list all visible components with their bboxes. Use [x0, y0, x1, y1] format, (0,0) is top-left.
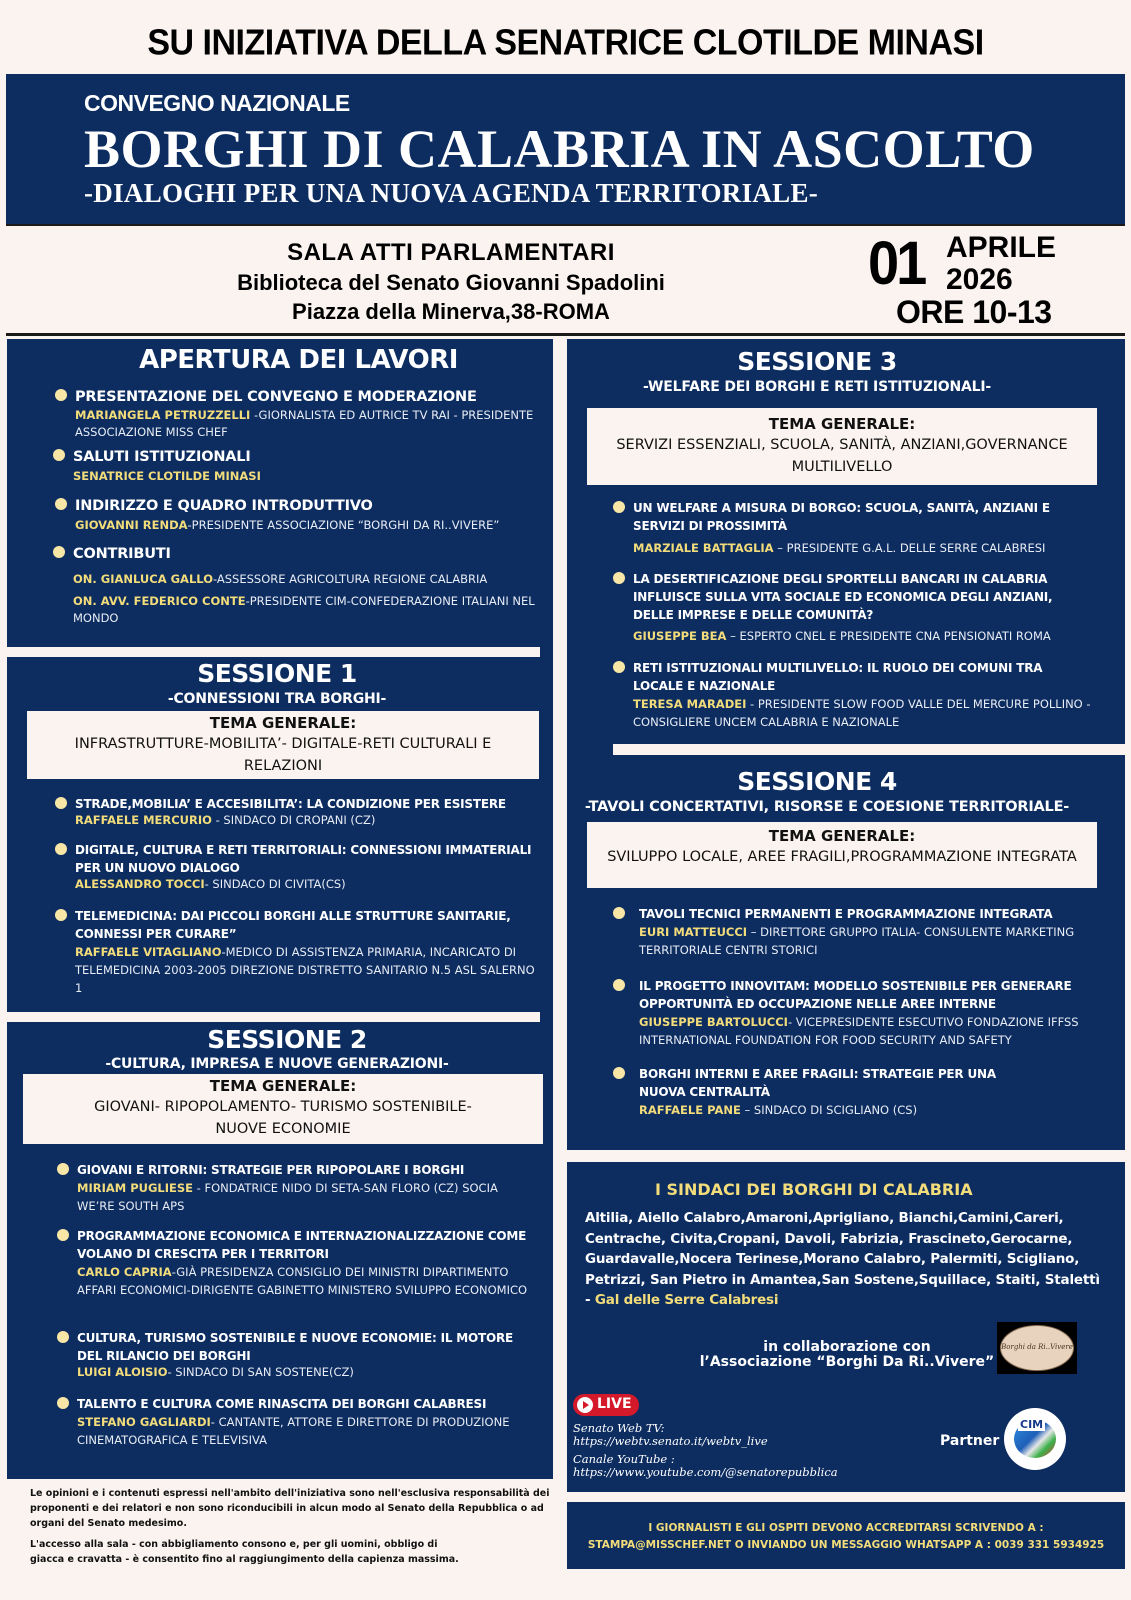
item-title: SALUTI ISTITUZIONALI [73, 449, 251, 465]
sindaci-list [585, 1208, 1105, 1311]
tema-text: GIOVANI- RIPOPOLAMENTO- TURISMO SOSTENIBILE- NUOVE ECONOMIE [94, 1099, 472, 1137]
partner-label: Partner [940, 1433, 1000, 1449]
session-2-tema-box [23, 1074, 543, 1144]
speaker-role: – SINDACO DI SCIGLIANO (CS) [740, 1103, 918, 1117]
bullet-icon [613, 907, 625, 919]
session-item [55, 841, 535, 892]
cim-logo-text: CIM [1020, 1418, 1044, 1431]
bullet-icon [55, 797, 67, 809]
session-item [57, 1161, 537, 1215]
item-title: CULTURA, TURISMO SOSTENIBILE E NUOVE ECONOMIE: IL MOTORE DEL RILANCIO DEI BORGHI [77, 1331, 514, 1363]
bullet-icon [57, 1397, 69, 1409]
initiative-line: SU INIZIATIVA DELLA SENATRICE CLOTILDE MINASI [147, 23, 984, 63]
session-3-panel [567, 339, 1125, 744]
webtv-link[interactable]: https://webtv.senato.it/webtv_live [573, 1434, 768, 1448]
bullet-icon [57, 1163, 69, 1175]
tema-label: TEMA GENERALE: [768, 827, 916, 845]
session-3-tema-box [587, 408, 1097, 485]
gal-prefix: - [585, 1292, 595, 1308]
session-item [57, 1227, 547, 1299]
speaker-name: RAFFAELE VITAGLIANO [75, 945, 222, 959]
speaker-name: GIUSEPPE BEA [633, 629, 727, 643]
speaker-name: MARZIALE BATTAGLIA [633, 541, 774, 555]
bullet-icon [613, 501, 625, 513]
bullet-icon [55, 498, 67, 510]
cim-logo [1004, 1408, 1066, 1470]
tema-label: TEMA GENERALE: [209, 1077, 357, 1095]
date-month: APRILE [946, 231, 1057, 264]
item-title: GIOVANI E RITORNI: STRATEGIE PER RIPOPOLARE I BORGHI [77, 1163, 465, 1177]
speaker-role: - SINDACO DI CROPANI (CZ) [211, 813, 376, 827]
tema-label: TEMA GENERALE: [209, 714, 357, 732]
item-title: TELEMEDICINA: DAI PICCOLI BORGHI ALLE STRUTTURE SANITARIE, CONNESSI PER CURARE” [75, 909, 511, 941]
venue-address: Piazza della Minerva,38-ROMA [292, 299, 610, 324]
youtube-link[interactable]: https://www.youtube.com/@senatorepubblica [573, 1465, 838, 1479]
collaboration-line-2: l’Associazione “Borghi Da Ri..Vivere” [699, 1354, 995, 1370]
speaker-role: -PRESIDENTE ASSOCIAZIONE “BORGHI DA RI..VIVERE” [187, 518, 500, 532]
session-item [55, 795, 535, 828]
live-badge [573, 1394, 639, 1416]
speaker-role: – PRESIDENTE G.A.L. DELLE SERRE CALABRESI [773, 541, 1046, 555]
item-title: INDIRIZZO E QUADRO INTRODUTTIVO [75, 498, 373, 514]
session-item [613, 659, 1113, 731]
speaker-name: RAFFAELE MERCURIO [75, 813, 212, 827]
disclaimer-opinions: Le opinioni e i contenuti espressi nell'ambito dell'iniziativa sono nell'esclusiva responsabilità dei proponenti e dei relatori e non sono riconducibili in alcun modo al Senato della Repubblica o ad organi del Senato medesimo. [30, 1488, 550, 1529]
venue-strip [6, 228, 1125, 336]
accreditation-line-1: I GIORNALISTI E GLI OSPITI DEVONO ACCREDITARSI SCRIVENDO A : [648, 1522, 1044, 1534]
borghi-logo-text: Borghi da Ri..Vivere [1000, 1325, 1074, 1371]
sindaci-title: I SINDACI DEI BORGHI DI CALABRIA [655, 1180, 973, 1199]
item-title: DIGITALE, CULTURA E RETI TERRITORIALI: CONNESSIONI IMMATERIALI PER UN NUOVO DIALOGO [75, 843, 532, 875]
speaker-role: – DIRETTORE GRUPPO ITALIA- CONSULENTE MARKETING TERRITORIALE CENTRI STORICI [639, 925, 1075, 957]
item-title: UN WELFARE A MISURA DI BORGO: SCUOLA, SANITÀ, ANZIANI E SERVIZI DI PROSSIMITÀ [633, 501, 1050, 533]
speaker-name: MARIANGELA PETRUZZELLI [75, 408, 251, 422]
speaker-role: -MEDICO DI ASSISTENZA PRIMARIA, INCARICATO DI TELEMEDICINA 2003-2005 DIREZIONE DISTRETTO SANITARIO N.5 ASL SALERNO 1 [75, 945, 535, 995]
borghi-logo [997, 1322, 1077, 1374]
tema-label: TEMA GENERALE: [768, 415, 916, 433]
bullet-icon [53, 546, 65, 558]
item-title: TAVOLI TECNICI PERMANENTI E PROGRAMMAZIONE INTEGRATA [639, 907, 1053, 921]
bullet-icon [53, 449, 65, 461]
apertura-item [55, 496, 545, 534]
speaker-role: -GIORNALISTA ED AUTRICE TV RAI - PRESIDENTE ASSOCIAZIONE MISS CHEF [75, 408, 534, 439]
venue-room: SALA ATTI PARLAMENTARI [287, 239, 615, 266]
bullet-icon [57, 1229, 69, 1241]
speaker-name: ALESSANDRO TOCCI [75, 877, 205, 891]
sindaci-municipalities: Altilia, Aiello Calabro,Amaroni,Aprigliano, Bianchi,Camini,Careri, Centrache, Civita,Cropani, Davoli, Fabrizia, Frascineto,Gerocarne, Guardavalle,Nocera Terinese,Morano Calabro, Palermiti, Scigliano, Petrizzi, San Pietro in Amantea,San Sostene,Squillace, Staiti, Stalettì [585, 1210, 1100, 1288]
live-label: LIVE [597, 1396, 632, 1412]
apertura-item [55, 387, 535, 441]
page-subtitle: -DIALOGHI PER UNA NUOVA AGENDA TERRITORIALE- [84, 178, 819, 208]
speaker-role: -GIÀ PRESIDENZA CONSIGLIO DEI MINISTRI DIPARTIMENTO AFFARI ECONOMICI-DIRIGENTE GABINETTO MINISTERO SVILUPPO ECONOMICO [77, 1265, 528, 1297]
bullet-icon [613, 1067, 625, 1079]
session-4-subtitle: -TAVOLI CONCERTATIVI, RISORSE E COESIONE TERRITORIALE- [584, 799, 1070, 815]
collaboration-line-1: in collaborazione con [763, 1339, 931, 1355]
webtv-info [573, 1422, 838, 1479]
item-title: RETI ISTITUZIONALI MULTILIVELLO: IL RUOLO DEI COMUNI TRA LOCALE E NAZIONALE [633, 661, 1043, 693]
speaker-name: MIRIAM PUGLIESE [77, 1181, 194, 1195]
speaker-name: GIUSEPPE BARTOLUCCI [639, 1015, 788, 1029]
tema-text: SERVIZI ESSENZIALI, SCUOLA, SANITÀ, ANZIANI,GOVERNANCE MULTILIVELLO [616, 437, 1068, 475]
page-title: BORGHI DI CALABRIA IN ASCOLTO [84, 119, 1035, 179]
speaker-role: - FONDATRICE NIDO DI SETA-SAN FLORO (CZ) SOCIA WE’RE SOUTH APS [77, 1181, 498, 1213]
session-3-title: SESSIONE 3 [737, 347, 897, 376]
speaker-role: - SINDACO DI SAN SOSTENE(CZ) [167, 1365, 354, 1379]
item-title: PROGRAMMAZIONE ECONOMICA E INTERNAZIONALIZZAZIONE COME VOLANO DI CRESCITA PER I TERRITORI [77, 1229, 527, 1261]
section-divider [7, 1012, 540, 1022]
session-4-title: SESSIONE 4 [737, 767, 897, 796]
date-day: 01 [868, 227, 925, 298]
bullet-icon [57, 1331, 69, 1343]
session-item [613, 905, 1113, 959]
session-item [613, 1065, 1113, 1119]
session-3-subtitle: -WELFARE DEI BORGHI E RETI ISTITUZIONALI- [643, 379, 991, 395]
speaker-role: - PRESIDENTE SLOW FOOD VALLE DEL MERCURE POLLINO - CONSIGLIERE UNCEM CALABRIA E NAZIONALE [633, 697, 1091, 729]
item-title: TALENTO E CULTURA COME RINASCITA DEI BORGHI CALABRESI [77, 1397, 487, 1411]
item-title: PRESENTAZIONE DEL CONVEGNO E MODERAZIONE [75, 389, 477, 405]
speaker-name: STEFANO GAGLIARDI [77, 1415, 211, 1429]
speaker-role: -PRESIDENTE CIM-CONFEDERAZIONE ITALIANI NEL MONDO [73, 594, 535, 625]
venue-library: Biblioteca del Senato Giovanni Spadolini [237, 270, 665, 295]
session-item [613, 570, 1093, 645]
tema-text: SVILUPPO LOCALE, AREE FRAGILI,PROGRAMMAZIONE INTEGRATA [607, 849, 1077, 865]
disclaimer-access: L'accesso alla sala - con abbigliamento consono e, per gli uomini, obbligo di giacca e cravatta - è consentito fino al raggiungimento della capienza massima. [30, 1539, 459, 1565]
disclaimer [30, 1486, 550, 1573]
accreditation-panel [567, 1502, 1125, 1569]
speaker-name: GIOVANNI RENDA [75, 518, 188, 532]
bullet-icon [613, 979, 625, 991]
session-item [613, 977, 1113, 1049]
session-item [55, 907, 535, 997]
event-type: CONVEGNO NAZIONALE [84, 90, 350, 116]
session-1-title: SESSIONE 1 [197, 659, 357, 688]
session-item [57, 1395, 537, 1449]
speaker-name: RAFFAELE PANE [639, 1103, 741, 1117]
speaker-role: – ESPERTO CNEL E PRESIDENTE CNA PENSIONATI ROMA [726, 629, 1051, 643]
speaker-name: ON. AVV. FEDERICO CONTE [73, 594, 246, 608]
event-time: ORE 10-13 [896, 294, 1052, 330]
item-title: LA DESERTIFICAZIONE DEGLI SPORTELLI BANCARI IN CALABRIA INFLUISCE SULLA VITA SOCIALE ED ECONOMICA DEGLI ANZIANI, DELLE IMPRESE E DELLE COMUNITÀ? [633, 572, 1053, 622]
session-2-title: SESSIONE 2 [207, 1025, 367, 1054]
youtube-label: Canale YouTube : [573, 1452, 675, 1466]
webtv-label: Senato Web TV: [573, 1421, 665, 1435]
speaker-role: - SINDACO DI CIVITA(CS) [204, 877, 346, 891]
apertura-title: APERTURA DEI LAVORI [139, 345, 458, 375]
apertura-item [53, 447, 533, 485]
session-2-subtitle: -CULTURA, IMPRESA E NUOVE GENERAZIONI- [105, 1056, 449, 1072]
tema-text: INFRASTRUTTURE-MOBILITA’- DIGITALE-RETI CULTURALI E RELAZIONI [74, 736, 492, 774]
session-item [57, 1329, 537, 1380]
section-divider [7, 647, 540, 657]
sindaci-panel [567, 1162, 1125, 1492]
speaker-name: EURI MATTEUCCI [639, 925, 748, 939]
header-panel [6, 74, 1125, 226]
venue-info [6, 238, 896, 326]
item-title: IL PROGETTO INNOVITAM: MODELLO SOSTENIBILE PER GENERARE OPPORTUNITÀ ED OCCUPAZIONE NELLE AREE INTERNE [639, 979, 1072, 1011]
date-month-year [946, 232, 1056, 296]
play-icon [577, 1397, 593, 1413]
item-title: STRADE,MOBILIA’ E ACCESIBILITA’: LA CONDIZIONE PER ESISTERE [75, 797, 506, 811]
item-title: BORGHI INTERNI E AREE FRAGILI: STRATEGIE PER UNA NUOVA CENTRALITÀ [639, 1067, 996, 1099]
speaker-name: SENATRICE CLOTILDE MINASI [73, 469, 261, 483]
speaker-name: LUIGI ALOISIO [77, 1365, 168, 1379]
speaker-name: TERESA MARADEI [633, 697, 747, 711]
collaboration-text [697, 1340, 997, 1370]
speaker-role: - VICEPRESIDENTE ESECUTIVO FONDAZIONE IFFSS INTERNATIONAL FOUNDATION FOR FOOD SECURITY AND SAFETY [639, 1015, 1079, 1047]
gal-name: Gal delle Serre Calabresi [594, 1292, 779, 1308]
accreditation-line-2: STAMPA@MISSCHEF.NET O INVIANDO UN MESSAGGIO WHATSAPP A : 0039 331 5934925 [587, 1539, 1105, 1551]
session-item [613, 499, 1093, 557]
session-1-tema-box [27, 711, 539, 779]
date-year: 2026 [946, 263, 1013, 296]
bullet-icon [55, 909, 67, 921]
speaker-name: CARLO CAPRIA [77, 1265, 172, 1279]
right-column [567, 339, 1125, 1589]
session-4-panel [567, 755, 1125, 1150]
apertura-item [53, 544, 543, 627]
bullet-icon [55, 389, 67, 401]
bullet-icon [613, 661, 625, 673]
session-4-tema-box [587, 822, 1097, 888]
bullet-icon [55, 843, 67, 855]
left-column [7, 339, 560, 1479]
item-title: CONTRIBUTI [73, 546, 171, 562]
column-gutter [553, 339, 567, 1479]
bullet-icon [613, 572, 625, 584]
speaker-name: ON. GIANLUCA GALLO [73, 572, 213, 586]
session-1-subtitle: -CONNESSIONI TRA BORGHI- [167, 691, 387, 707]
speaker-role: - CANTANTE, ATTORE E DIRETTORE DI PRODUZIONE CINEMATOGRAFICA E TELEVISIVA [77, 1415, 510, 1447]
speaker-role: -ASSESSORE AGRICOLTURA REGIONE CALABRIA [212, 572, 488, 586]
